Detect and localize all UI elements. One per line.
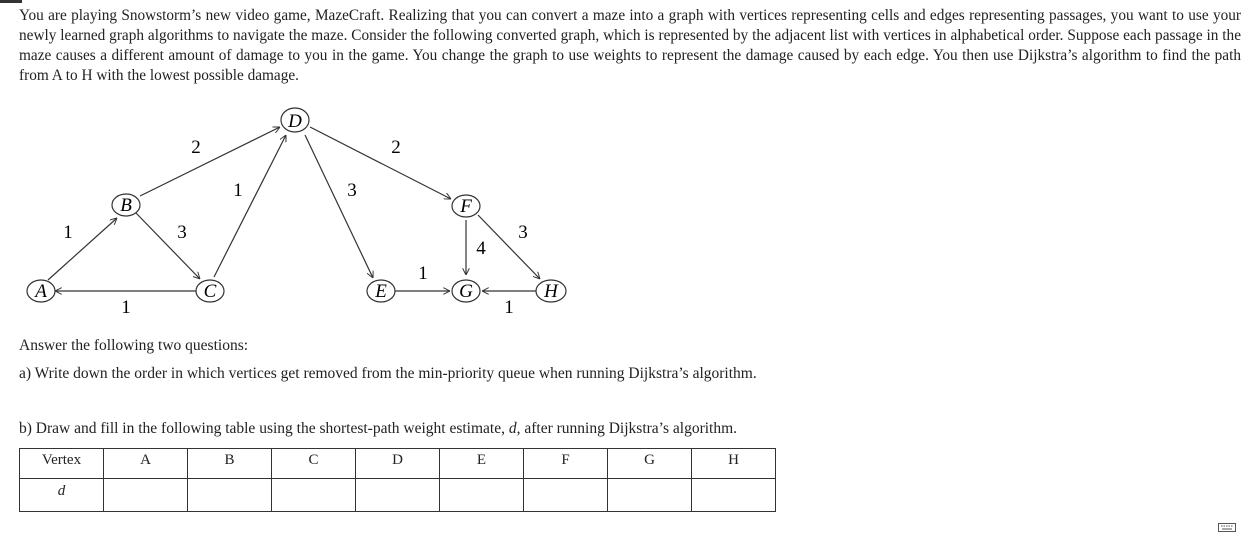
table-cell — [356, 479, 440, 512]
table-header-cell: H — [692, 449, 776, 479]
question-b — [19, 420, 737, 438]
weight-e-g: 1 — [418, 263, 428, 284]
weight-c-a: 1 — [121, 297, 131, 318]
vertex-a — [27, 280, 55, 302]
vertex-g — [452, 280, 480, 302]
svg-text:D: D — [288, 111, 302, 132]
vertex-e — [367, 280, 395, 302]
keyboard-icon[interactable] — [1218, 523, 1236, 532]
svg-text:B: B — [120, 195, 132, 216]
svg-text:E: E — [375, 281, 387, 302]
svg-text:C: C — [203, 281, 217, 302]
svg-text:G: G — [459, 281, 473, 302]
weight-f-g: 4 — [476, 238, 486, 259]
weight-d-e: 3 — [347, 180, 357, 201]
question-b-suffix: , after running Dijkstra’s algorithm. — [516, 420, 738, 437]
weight-b-c: 3 — [177, 222, 187, 243]
question-b-variable: d — [508, 420, 517, 437]
problem-statement: You are playing Snowstorm’s new video game, MazeCraft. Realizing that you can convert a maze into a graph with vertices representing cells and edges representing passages, you want to use your newly learned graph algorithms to navigate the maze. Consider the following converted graph, which is represented by the adjacent list with vertices in alphabetical order. Suppose each passage in the maze causes a different amount of damage to you in the game. You change the graph to use weights to represent the damage caused by each edge. You then use Dijkstra’s algorithm to find the path from A to H with the lowest possible damage. — [19, 7, 1241, 84]
svg-text:A: A — [35, 281, 47, 302]
svg-text:F: F — [460, 196, 472, 217]
edge-b-d — [140, 127, 280, 196]
table-cell — [608, 479, 692, 512]
vertex-c — [196, 280, 224, 302]
vertex-d — [281, 108, 309, 132]
question-a: a) Write down the order in which vertices get removed from the min-priority queue when running Dijkstra’s algorithm. — [19, 365, 757, 382]
questions-intro: Answer the following two questions: — [19, 337, 249, 354]
edge-d-e — [305, 135, 373, 278]
table-header-cell: B — [188, 449, 272, 479]
weighted-graph-diagram — [0, 100, 600, 325]
table-cell — [272, 479, 356, 512]
svg-text:H: H — [544, 281, 558, 302]
distance-table — [19, 448, 776, 512]
edge-d-f — [310, 127, 451, 199]
table-header-label: Vertex — [20, 449, 104, 479]
table-cell — [104, 479, 188, 512]
edge-c-d — [214, 135, 286, 277]
vertex-h — [536, 280, 566, 302]
table-header-cell: G — [608, 449, 692, 479]
table-header-cell: C — [272, 449, 356, 479]
vertex-b — [112, 194, 140, 216]
table-cell — [440, 479, 524, 512]
question-b-prefix: b) Draw and fill in the following table using the shortest-path weight estimate, — [19, 420, 509, 437]
weight-b-d: 2 — [191, 137, 201, 158]
weight-f-h: 3 — [518, 222, 528, 243]
table-cell — [188, 479, 272, 512]
table-header-cell: A — [104, 449, 188, 479]
weight-d-f: 2 — [391, 137, 401, 158]
table-header-cell: E — [440, 449, 524, 479]
weight-a-b: 1 — [63, 222, 73, 243]
top-accent-bar — [0, 0, 22, 3]
table-header-cell: F — [524, 449, 608, 479]
edge-f-h — [478, 215, 540, 279]
edge-b-c — [136, 213, 200, 279]
table-cell — [692, 479, 776, 512]
table-row — [20, 479, 776, 512]
edge-a-b — [48, 218, 117, 280]
vertex-f — [452, 195, 480, 217]
weight-c-d: 1 — [233, 180, 243, 201]
table-header-cell: D — [356, 449, 440, 479]
table-header-row — [20, 449, 776, 479]
weight-h-g: 1 — [504, 297, 514, 318]
table-cell — [524, 479, 608, 512]
table-row-label: d — [20, 479, 104, 512]
